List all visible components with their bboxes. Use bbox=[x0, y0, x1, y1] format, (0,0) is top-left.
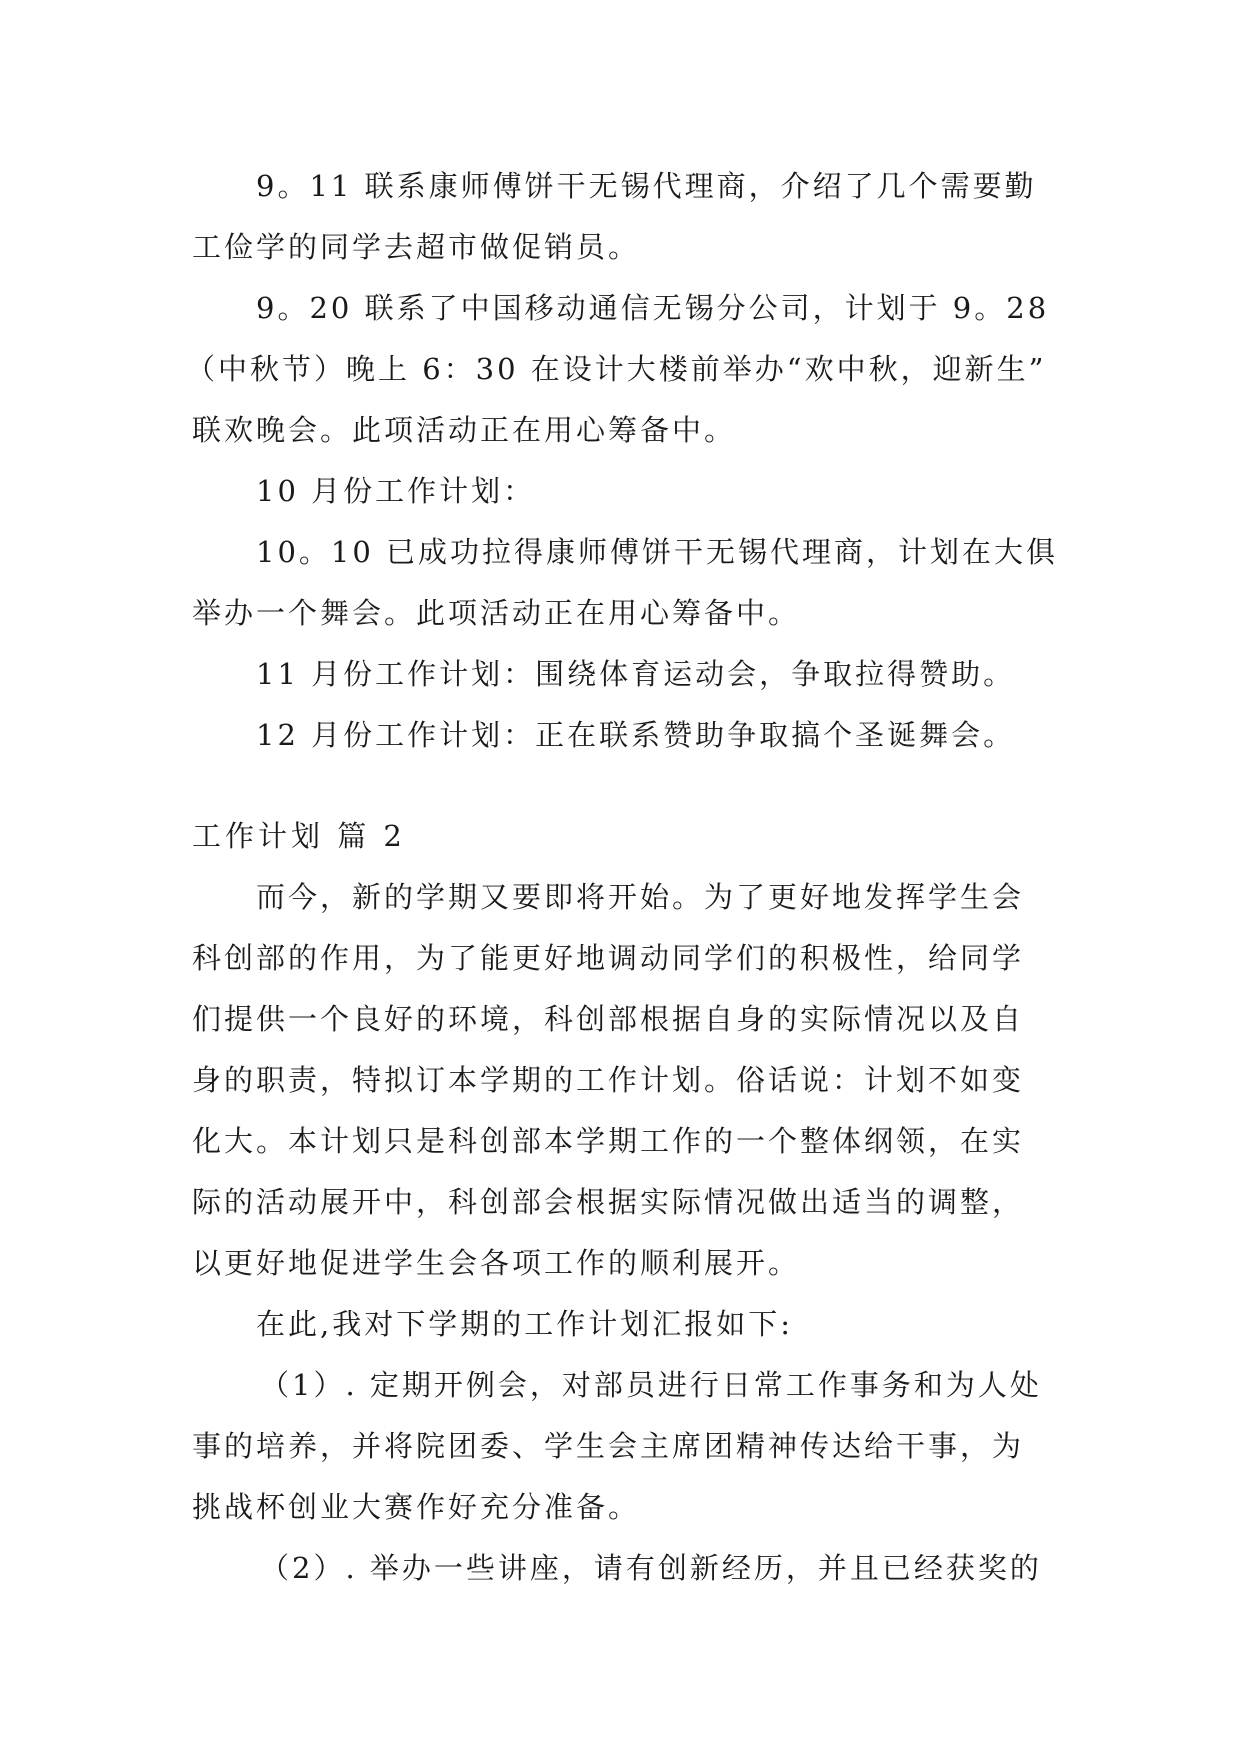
paragraph-line: （中秋节）晚上 6：30 在设计大楼前举办“欢中秋，迎新生” bbox=[186, 352, 1047, 386]
paragraph-line: 举办一个舞会。此项活动正在用心筹备中。 bbox=[192, 596, 801, 630]
paragraph-line: 11 月份工作计划：围绕体育运动会，争取拉得赞助。 bbox=[256, 657, 1016, 691]
paragraph-line: 们提供一个良好的环境，科创部根据自身的实际情况以及自 bbox=[192, 1002, 1025, 1036]
paragraph-line: 工俭学的同学去超市做促销员。 bbox=[192, 230, 641, 264]
paragraph-line: 10。10 已成功拉得康师傅饼干无锡代理商，计划在大俱 bbox=[256, 535, 1059, 569]
paragraph-line: 科创部的作用，为了能更好地调动同学们的积极性，给同学 bbox=[192, 941, 1025, 975]
paragraph-line: 而今，新的学期又要即将开始。为了更好地发挥学生会 bbox=[256, 880, 1025, 914]
paragraph-line: 际的活动展开中，科创部会根据实际情况做出适当的调整， bbox=[192, 1185, 1025, 1219]
paragraph-line: 12 月份工作计划：正在联系赞助争取搞个圣诞舞会。 bbox=[256, 718, 1016, 752]
paragraph-line: 身的职责，特拟订本学期的工作计划。俗话说：计划不如变 bbox=[192, 1063, 1025, 1097]
section-heading: 工作计划 篇 2 bbox=[192, 819, 406, 853]
paragraph-line: （2）. 举办一些讲座，请有创新经历，并且已经获奖的 bbox=[260, 1551, 1042, 1585]
paragraph-line: 以更好地促进学生会各项工作的顺利展开。 bbox=[192, 1246, 801, 1280]
paragraph-line: 化大。本计划只是科创部本学期工作的一个整体纲领，在实 bbox=[192, 1124, 1025, 1158]
paragraph-line: 10 月份工作计划： bbox=[256, 474, 536, 508]
paragraph-line: 事的培养，并将院团委、学生会主席团精神传达给干事，为 bbox=[192, 1429, 1025, 1463]
paragraph-line: （1）. 定期开例会，对部员进行日常工作事务和为人处 bbox=[260, 1368, 1042, 1402]
paragraph-line: 9。11 联系康师傅饼干无锡代理商，介绍了几个需要勤 bbox=[256, 169, 1037, 203]
paragraph-line: 在此,我对下学期的工作计划汇报如下: bbox=[256, 1307, 793, 1341]
paragraph-line: 联欢晚会。此项活动正在用心筹备中。 bbox=[192, 413, 737, 447]
paragraph-line: 挑战杯创业大赛作好充分准备。 bbox=[192, 1490, 641, 1524]
paragraph-line: 9。20 联系了中国移动通信无锡分公司，计划于 9。28 bbox=[256, 291, 1050, 325]
